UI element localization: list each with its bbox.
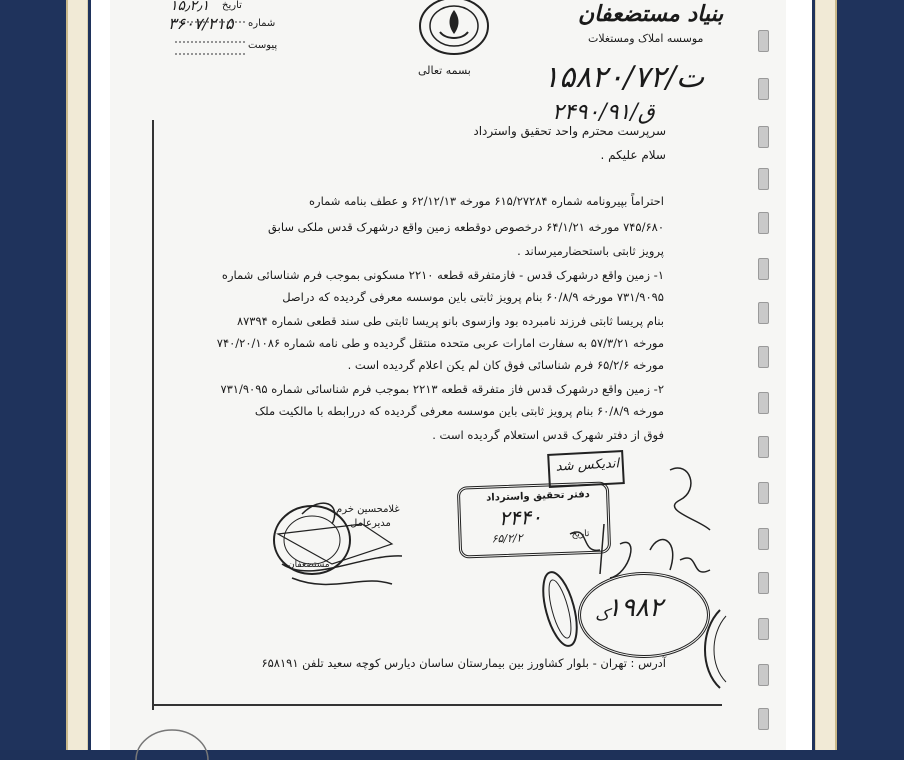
scan-bottom-edge <box>152 704 722 706</box>
round-stamp-suffix: ک <box>595 605 610 624</box>
letter-line-9: ۲- زمین واقع درشهرک قدس فاز متفرقه قطعه ۲۲۱۳ بموجب فرم شناسائی شماره ۷۳۱/۹۰۹۵ <box>220 382 664 396</box>
signer-name: غلامحسین خرم <box>336 504 400 515</box>
left-margin <box>0 0 66 750</box>
scan-left-edge <box>152 120 154 710</box>
emblem-logo <box>418 0 490 58</box>
handwritten-ref-2: ۲۴۹۰/ق/۹۱ <box>552 100 655 125</box>
letter-line-4: ۱- زمین واقع درشهرک قدس - فازمتفرقه قطعه ۲۲۱۰ مسکونی بموجب فرم شناسائی شماره <box>221 268 664 282</box>
addressee: سرپرست محترم واحد تحقیق واسترداد <box>473 124 666 138</box>
partial-stamp <box>690 610 730 690</box>
right-frame-border <box>815 0 837 750</box>
registry-stamp-date: ۶۵/۲/۲ <box>491 531 523 546</box>
indexed-stamp-text: اندیکس شد <box>555 456 620 475</box>
org-name: بنیاد مستضعفان <box>578 2 724 27</box>
org-subtitle: موسسه املاک ومستغلات <box>588 32 704 45</box>
letter-line-10: مورخه ۶۰/۸/۹ بنام پرویز ثابتی باین موسسه معرفی گردیده که دررابطه با مالکیت ملک <box>254 404 664 418</box>
right-margin <box>838 0 904 750</box>
signature-seal <box>272 494 412 604</box>
registry-stamp-number: ۲۴۴۰ <box>498 504 543 531</box>
registry-stamp-date-label: تاریخ <box>571 529 590 540</box>
footer-address: آدرس : تهران - بلوار کشاورز بین بیمارستان ساسان دیارس کوچه سعید تلفن ۶۵۸۱۹۱ <box>261 656 666 670</box>
oval-stamp <box>540 566 580 652</box>
handwritten-ref-1: ۱۵۸۲۰/ت/۷۲ <box>543 60 705 95</box>
letter-line-8: مورخه ۶۵/۲/۶ فرم شناسائی فوق کان لم یکن اعلام گردیده است . <box>347 358 664 372</box>
seal-text: مستضعفان <box>288 560 330 570</box>
date-value: ۱۵٫۲٫۱ <box>170 0 210 14</box>
margin-handwriting <box>640 460 720 590</box>
number-label: شماره <box>248 18 276 29</box>
letter-line-6: بنام پریسا ثابتی فرزند نامبرده بود وازسوی بانو پریسا ثابتی طی سند قطعی شماره ۸۷۳۹۴ <box>236 314 664 328</box>
greeting: سلام علیکم . <box>600 148 666 162</box>
attachment-label: پیوست <box>248 40 278 51</box>
registry-stamp-title: دفتر تحقیق واسترداد <box>486 489 591 504</box>
invocation: بسمه تعالی <box>418 64 471 77</box>
bottom-partial-seal <box>132 720 212 760</box>
left-frame-border <box>66 0 88 750</box>
header-field-lines <box>175 12 278 56</box>
round-stamp-number: ۱۹۸۲ <box>607 593 663 623</box>
letter-line-2: ۷۴۵/۶۸۰ مورخه ۶۴/۱/۲۱ درخصوص دوقطعه زمین واقع درشهرک قدس ملکی سابق <box>268 220 664 234</box>
letter-line-7: مورخه ۵۷/۳/۲۱ به سفارت امارات عربی متحده منتقل گردیده و طی نامه شماره ۷۴۰/۲۰/۱۰۸۶ <box>216 336 664 350</box>
letter-line-11: فوق از دفتر شهرک قدس استعلام گردیده است . <box>432 428 664 442</box>
letter-line-1: احتراماً بپیرونامه شماره ۶۱۵/۲۷۲۸۴ مورخه ۶۲/۱۲/۱۳ و عطف بنامه شماره <box>309 194 664 208</box>
signer-title: مدیرعامل <box>350 518 391 529</box>
letter-line-3: پرویز ثابتی باستحضارمیرساند . <box>517 244 664 258</box>
date-label: تاریخ <box>222 0 242 11</box>
number-value: ۳۶۰۷/۲۱۵ <box>168 14 234 33</box>
letter-line-5: ۷۳۱/۹۰۹۵ مورخه ۶۰/۸/۹ بنام پرویز ثابتی باین موسسه معرفی گردیده که دراصل <box>282 290 664 304</box>
